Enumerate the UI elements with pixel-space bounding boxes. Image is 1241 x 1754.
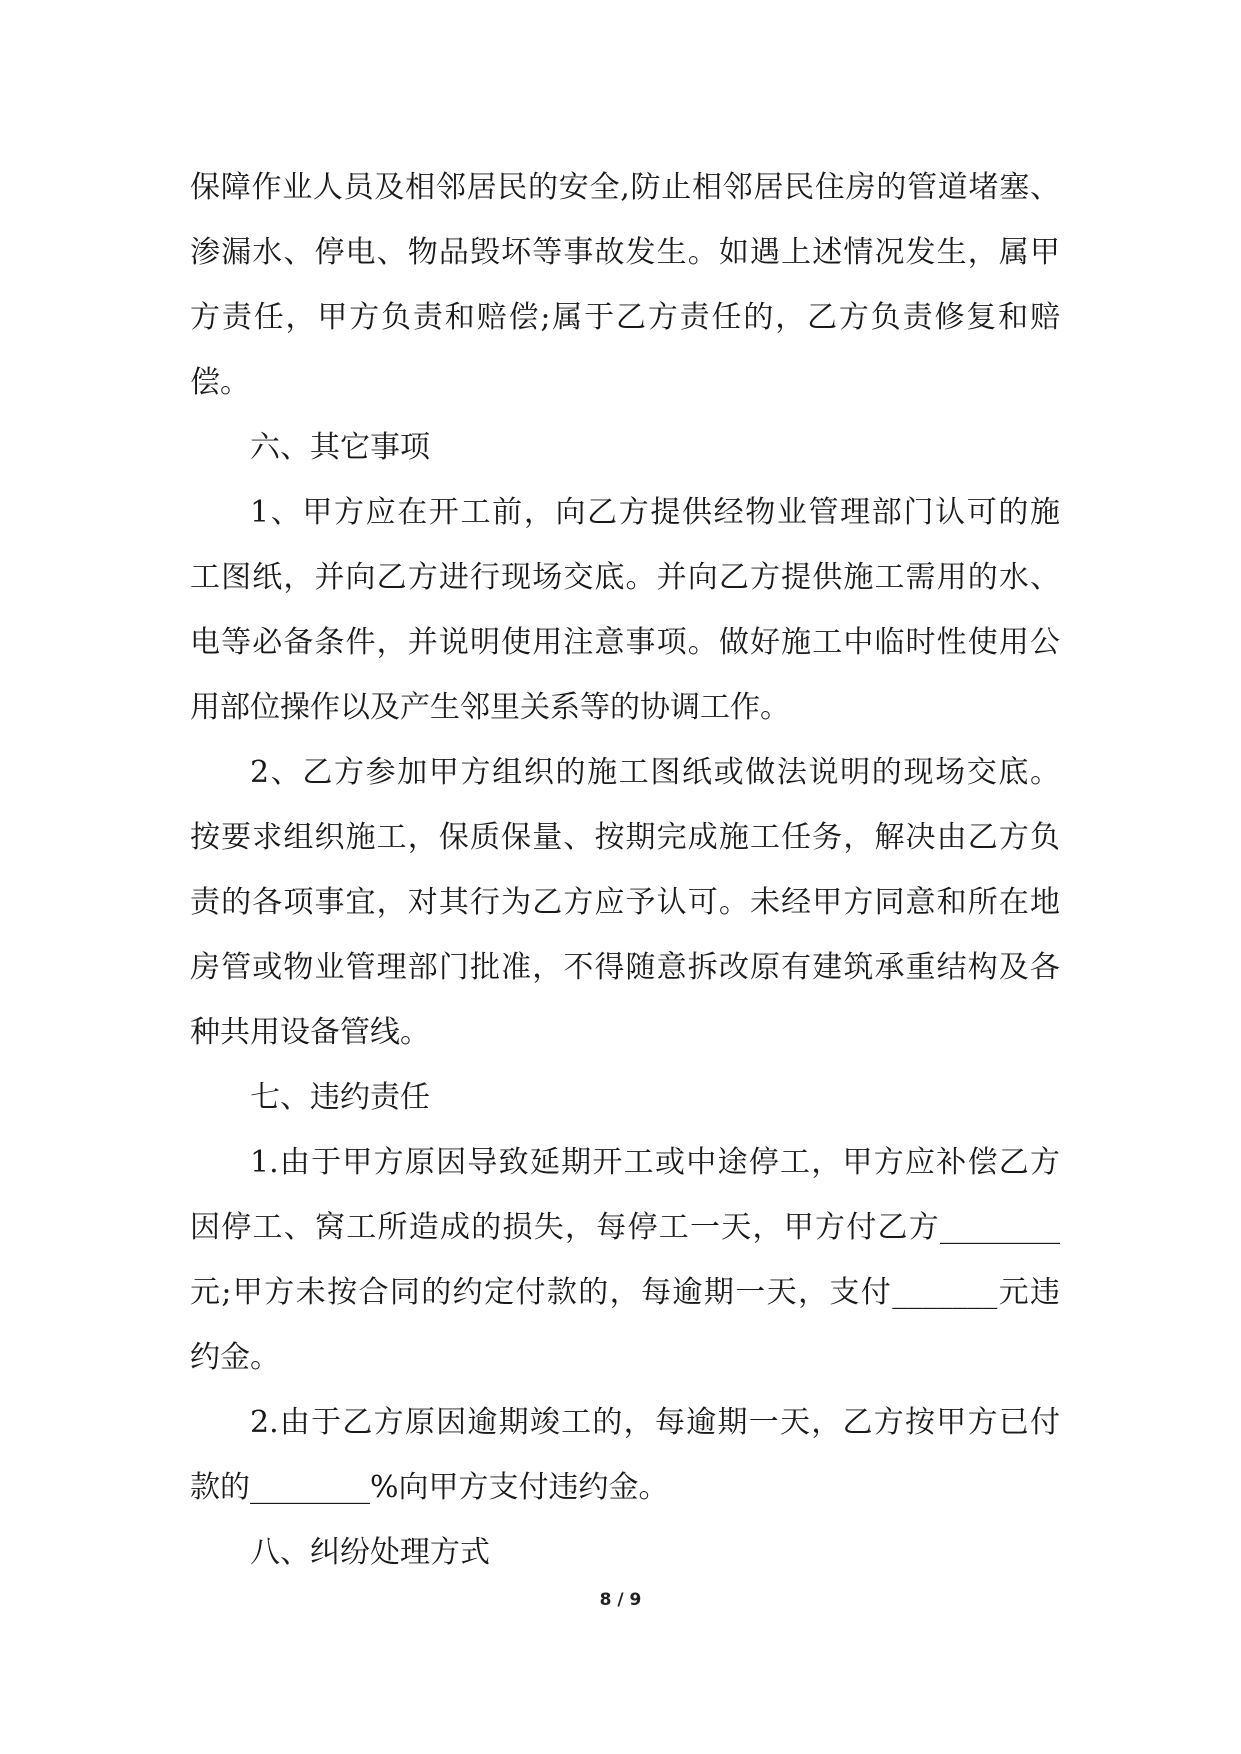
text-line: 电等必备条件，并说明使用注意事项。做好施工中临时性使用公 [190,625,1060,660]
text-line: 按要求组织施工，保质保量、按期完成施工任务，解决由乙方负 [190,820,1060,855]
text-line: 渗漏水、停电、物品毁坏等事故发生。如遇上述情况发生，属甲 [190,235,1060,270]
text-line: 1、甲方应在开工前，向乙方提供经物业管理部门认可的施 [250,495,1060,530]
section-heading: 七、违约责任 [250,1080,430,1115]
text-line: 种共用设备管线。 [190,1015,430,1050]
text-line: 保障作业人员及相邻居民的安全,防止相邻居民住房的管道堵塞、 [190,170,1060,205]
section-heading: 八、纠纷处理方式 [250,1535,490,1570]
text-line: 1.由于甲方原因导致延期开工或中途停工，甲方应补偿乙方 [250,1145,1060,1180]
text-line: 2、乙方参加甲方组织的施工图纸或做法说明的现场交底。 [250,755,1060,790]
text-line: 因停工、窝工所造成的损失，每停工一天，甲方付乙方________ [190,1210,1060,1245]
text-line: 用部位操作以及产生邻里关系等的协调工作。 [190,690,790,725]
text-line: 偿。 [190,365,250,400]
text-line: 款的________%向甲方支付违约金。 [190,1470,669,1505]
text-line: 元;甲方未按合同的约定付款的，每逾期一天，支付_______元违 [190,1275,1060,1310]
section-heading: 六、其它事项 [250,430,430,465]
contract-body [190,155,1060,1585]
text-line: 方责任，甲方负责和赔偿;属于乙方责任的，乙方负责修复和赔 [190,300,1060,335]
text-line: 约金。 [190,1340,280,1375]
text-line: 工图纸，并向乙方进行现场交底。并向乙方提供施工需用的水、 [190,560,1060,595]
text-line: 2.由于乙方原因逾期竣工的，每逾期一天，乙方按甲方已付 [250,1405,1060,1440]
text-line: 责的各项事宜，对其行为乙方应予认可。未经甲方同意和所在地 [190,885,1060,920]
text-line: 房管或物业管理部门批准，不得随意拆改原有建筑承重结构及各 [190,950,1060,985]
page-number: 8 / 9 [599,1590,642,1610]
